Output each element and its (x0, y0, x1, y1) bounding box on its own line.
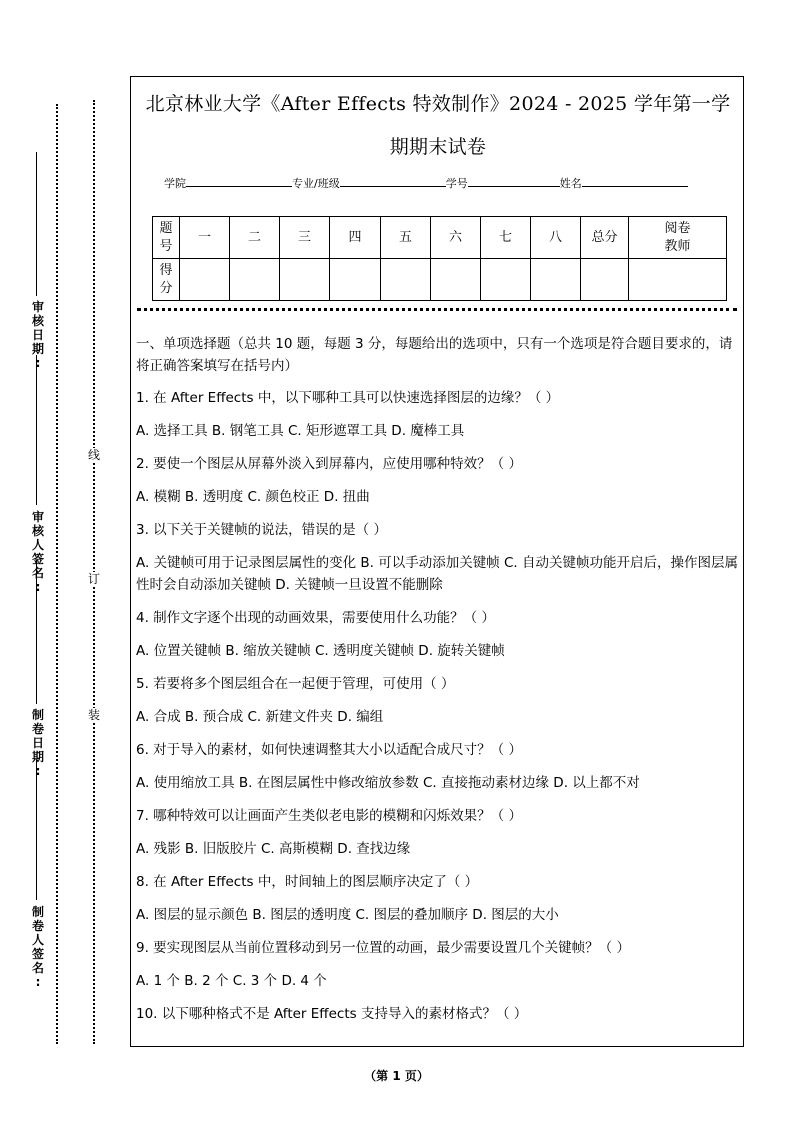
reviewer-signature-label: 审 核 人 签 名 : (31, 510, 44, 594)
question-stem: 2. 要使一个图层从屏幕外淡入到屏幕内，应使用哪种特效？（ ） (136, 456, 522, 472)
score-table-score-row (153, 259, 727, 301)
col-header: 四 (330, 217, 381, 259)
student-id-blank[interactable] (468, 175, 560, 187)
section-1 (136, 333, 741, 1036)
binding-char-bind: 装 (87, 708, 100, 722)
score-cell[interactable] (531, 259, 581, 301)
left-dotted-rule (56, 104, 58, 1044)
question-stem: 4. 制作文字逐个出现的动画效果，需要使用什么功能？（ ） (136, 610, 495, 626)
score-cell[interactable] (481, 259, 531, 301)
question-options: A. 模糊 B. 透明度 C. 颜色校正 D. 扭曲 (136, 489, 370, 505)
question-options: A. 合成 B. 预合成 C. 新建文件夹 D. 编组 (136, 709, 384, 725)
score-cell[interactable] (180, 259, 230, 301)
question-options: A. 1 个 B. 2 个 C. 3 个 D. 4 个 (136, 973, 327, 989)
student-info-row (164, 175, 688, 191)
question-options: A. 图层的显示颜色 B. 图层的透明度 C. 图层的叠加顺序 D. 图层的大小 (136, 907, 559, 923)
score-cell[interactable] (381, 259, 431, 301)
score-table (152, 216, 727, 301)
score-cell[interactable] (330, 259, 381, 301)
score-cell[interactable] (230, 259, 280, 301)
score-table-header-row (153, 217, 727, 259)
question-stem: 3. 以下关于关键帧的说法，错误的是（ ） (136, 522, 387, 538)
question-stem: 7. 哪种特效可以让画面产生类似老电影的模糊和闪烁效果？（ ） (136, 808, 522, 824)
col-header: 七 (481, 217, 531, 259)
paper-maker-signature-label: 制 卷 人 签 名 : (31, 905, 44, 989)
college-label: 学院 (164, 177, 186, 190)
question-list (136, 387, 741, 1025)
question-options: A. 选择工具 B. 钢笔工具 C. 矩形遮罩工具 D. 魔棒工具 (136, 423, 465, 439)
question-stem: 8. 在 After Effects 中，时间轴上的图层顺序决定了（ ） (136, 874, 479, 890)
col-header: 二 (230, 217, 280, 259)
question-options: A. 残影 B. 旧版胶片 C. 高斯模糊 D. 查找边缘 (136, 841, 411, 857)
question-number-label: 题号 (153, 217, 180, 259)
score-cell[interactable] (280, 259, 330, 301)
review-date-label: 审 核 日 期 : (31, 300, 44, 370)
question-options: A. 使用缩放工具 B. 在图层属性中修改缩放参数 C. 直接拖动素材边缘 D. 以上都不对 (136, 775, 640, 791)
binding-char-line: 线 (87, 448, 100, 462)
question-stem: 10. 以下哪种格式不是 After Effects 支持导入的素材格式？（ ） (136, 1006, 528, 1022)
review-date-line (36, 152, 37, 296)
grader-cell[interactable] (629, 259, 727, 301)
col-header: 六 (431, 217, 481, 259)
name-blank[interactable] (582, 175, 688, 187)
binding-char-staple: 订 (87, 572, 100, 586)
reviewer-signature-line (36, 355, 37, 505)
score-cell-total[interactable] (581, 259, 629, 301)
score-cell[interactable] (431, 259, 481, 301)
col-header: 三 (280, 217, 330, 259)
col-header-total: 总分 (581, 217, 629, 259)
name-label: 姓名 (559, 177, 582, 190)
paper-maker-signature-line (36, 760, 37, 900)
major-class-label: 专业/班级 (292, 177, 340, 190)
question-stem: 1. 在 After Effects 中，以下哪种工具可以快速选择图层的边缘？（ ） (136, 390, 560, 406)
grader-label: 阅卷教师 (629, 217, 727, 259)
exam-title-line2: 期期末试卷 (389, 136, 487, 158)
section-1-heading: 一、单项选择题（总共 10 题，每题 3 分，每题给出的选项中，只有一个选项是符合题目要求的，请将正确答案填写在括号内） (136, 336, 733, 374)
score-label: 得分 (153, 259, 180, 301)
question-stem: 9. 要实现图层从当前位置移动到另一位置的动画，最少需要设置几个关键帧？（ ） (136, 940, 630, 956)
paper-date-line (36, 560, 37, 704)
question-options: A. 关键帧可用于记录图层属性的变化 B. 可以手动添加关键帧 C. 自动关键帧功能开启后，操作图层属性时会自动添加关键帧 D. 关键帧一旦设置不能删除 (136, 555, 739, 593)
question-options: A. 位置关键帧 B. 缩放关键帧 C. 透明度关键帧 D. 旋转关键帧 (136, 643, 505, 659)
question-stem: 5. 若要将多个图层组合在一起便于管理，可使用（ ） (136, 676, 455, 692)
exam-frame (130, 76, 744, 1047)
exam-title-line1: 北京林业大学《After Effects 特效制作》2024 - 2025 学年第一学 (145, 93, 731, 115)
student-id-label: 学号 (445, 177, 468, 190)
paper-date-label: 制 卷 日 期 : (31, 708, 44, 778)
col-header: 八 (531, 217, 581, 259)
col-header: 一 (180, 217, 230, 259)
page-number: （第 1 页） (364, 1069, 429, 1083)
college-blank[interactable] (186, 175, 292, 187)
col-header: 五 (381, 217, 431, 259)
question-stem: 6. 对于导入的素材，如何快速调整其大小以适配合成尺寸？（ ） (136, 742, 522, 758)
major-class-blank[interactable] (340, 175, 446, 187)
dotted-separator (137, 308, 737, 311)
